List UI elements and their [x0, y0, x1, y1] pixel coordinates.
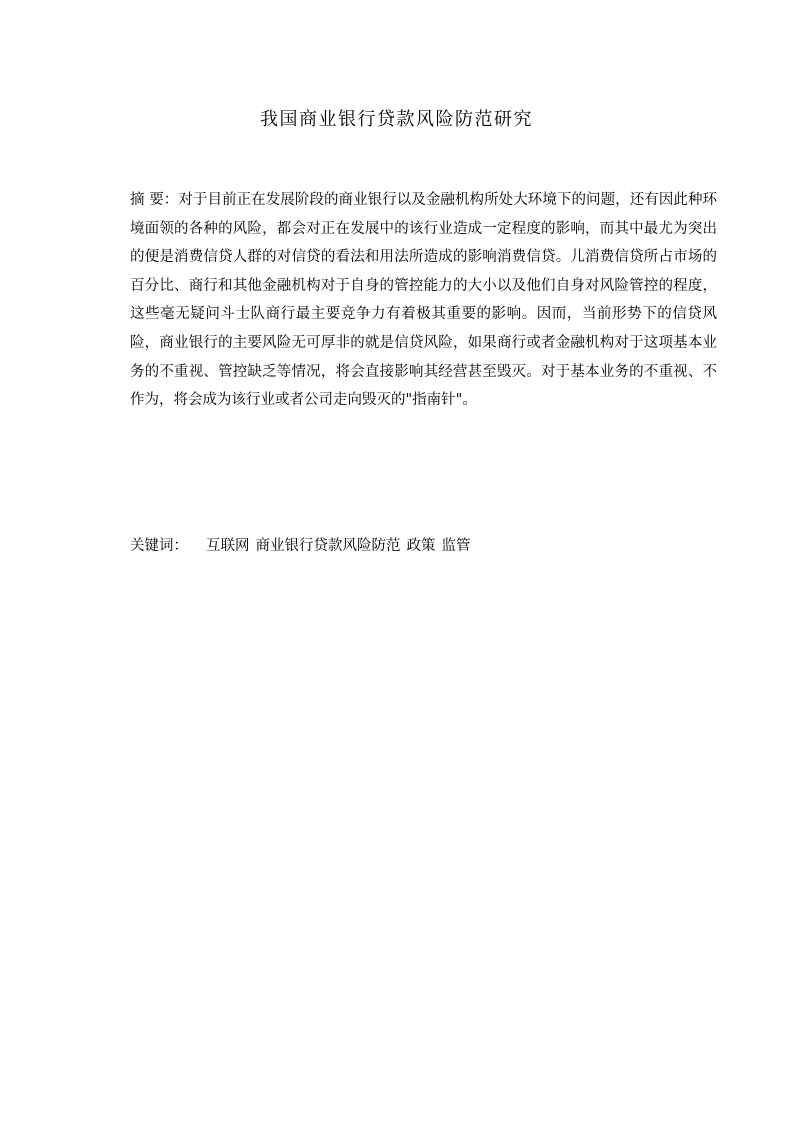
abstract-label: 摘 要： — [130, 192, 179, 208]
keywords-line — [130, 532, 717, 560]
keyword-item: 商业银行贷款风险防范 — [255, 538, 401, 554]
keyword-item: 监管 — [441, 538, 471, 554]
keyword-item: 政策 — [406, 538, 436, 554]
document-title: 我国商业银行贷款风险防范研究 — [260, 109, 533, 130]
abstract-text: 对于目前正在发展阶段的商业银行以及金融机构所处大环境下的问题，还有因此种环境面领的各种的风险，都会对正在发展中的该行业造成一定程度的影响，而其中最尤为突出的便是消费信贷人群的对信贷的看法和用法所造成的影响消费信贷。儿消费信贷所占市场的百分比、商行和其他金融机构对于自身的管控能力的大小以及他们自身对风险管控的程度，这些毫无疑问斗士队商行最主要竞争力有着极其重要的影响。因而，当前形势下的信贷风险，商业银行的主要风险无可厚非的就是信贷风险，如果商行或者金融机构对于这项基本业务的不重视、管控缺乏等情况，将会直接影响其经营甚至毁灭。对于基本业务的不重视、不作为，将会成为该行业或者公司走向毁灭的"指南针"。 — [130, 192, 718, 409]
keywords-label: 关键词： — [130, 538, 188, 554]
keyword-item: 互联网 — [206, 538, 250, 554]
abstract-paragraph — [130, 186, 717, 415]
